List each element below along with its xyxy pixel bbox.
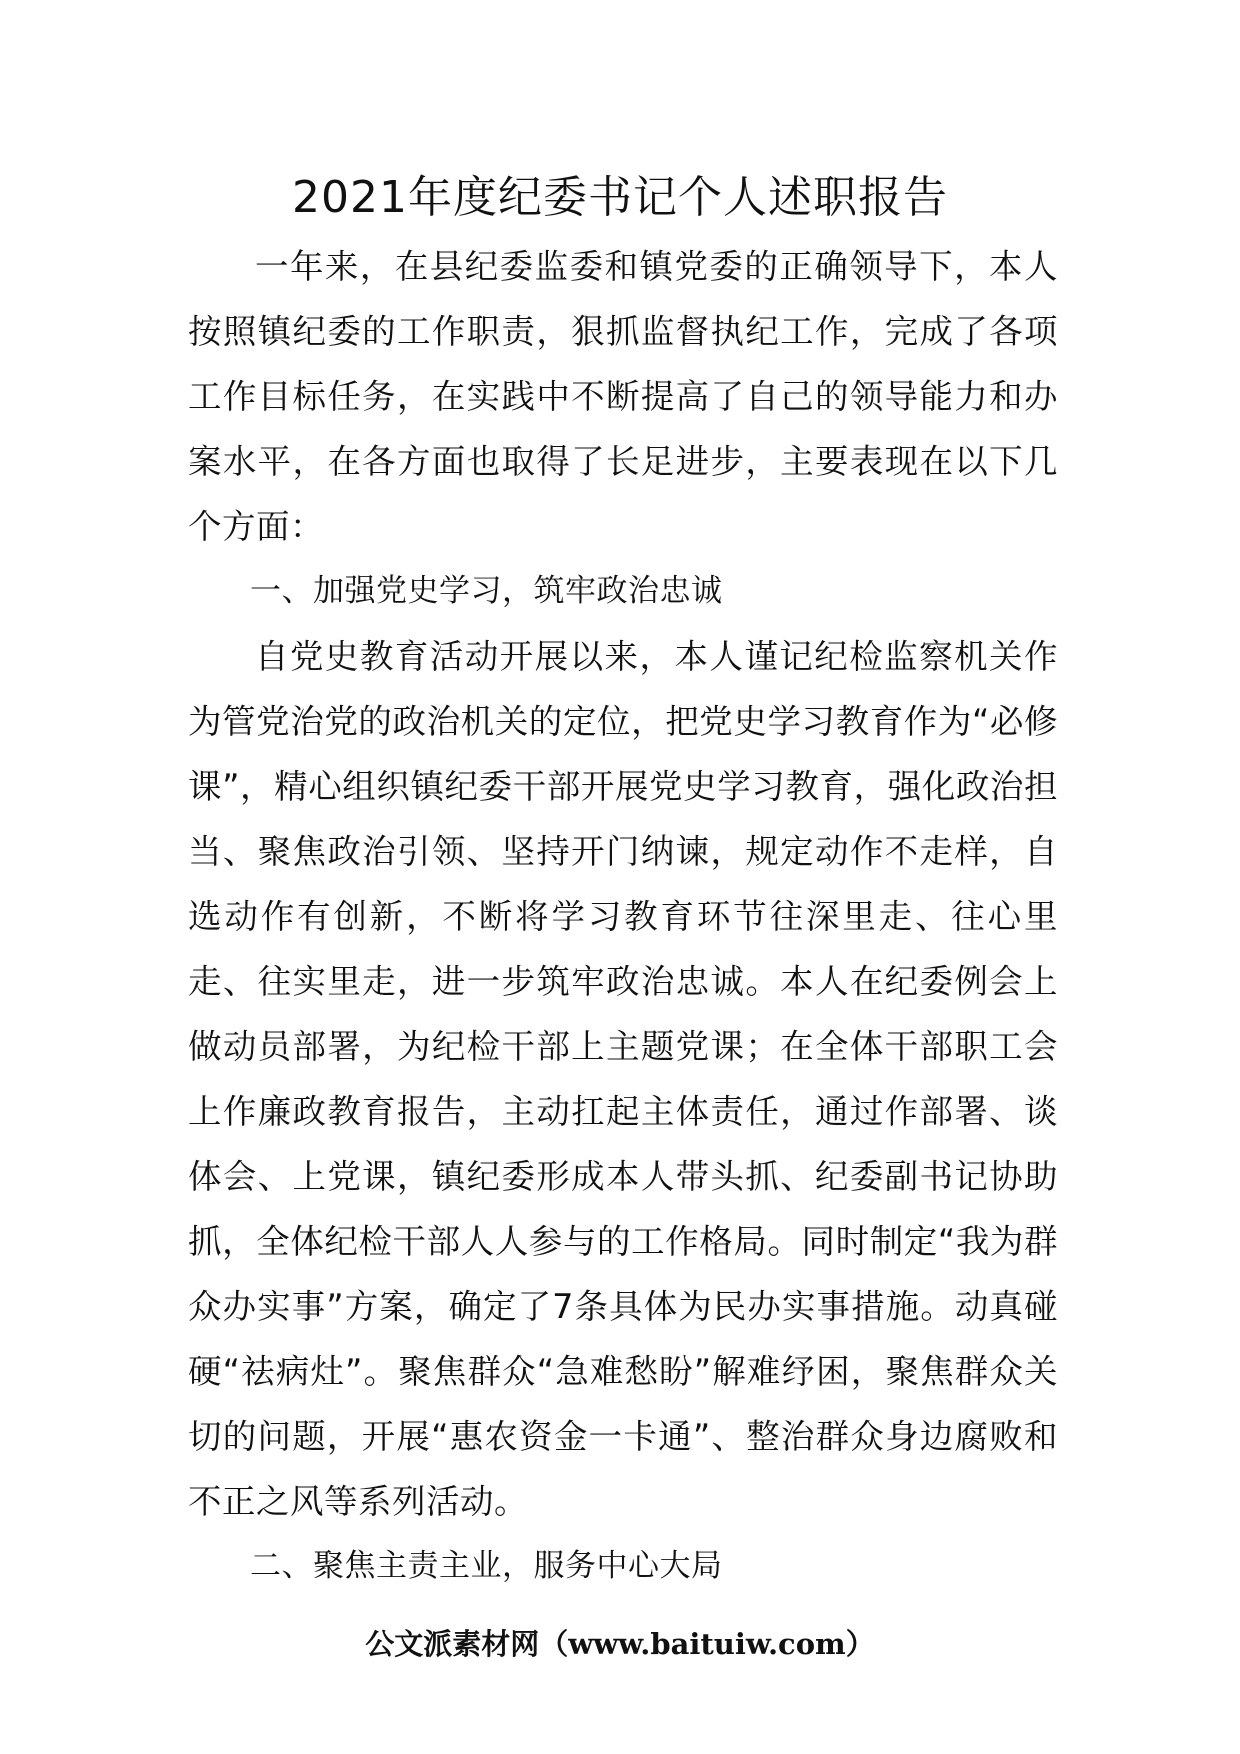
document-title: 2021年度纪委书记个人述职报告 — [292, 172, 948, 223]
section-2-heading: 二、聚焦主责主业，服务中心大局 — [250, 1548, 723, 1584]
document-body — [188, 234, 1058, 1599]
intro-paragraph: 一年来，在县纪委监委和镇党委的正确领导下，本人按照镇纪委的工作职责，狠抓监督执纪工作，完成了各项工作目标任务，在实践中不断提高了自己的领导能力和办案水平，在各方面也取得了长足进步，主要表现在以下几个方面： — [188, 247, 1058, 546]
section-1-paragraph: 自党史教育活动开展以来，本人谨记纪检监察机关作为管党治党的政治机关的定位，把党史学习教育作为“必修课”，精心组织镇纪委干部开展党史学习教育，强化政治担当、聚焦政治引领、坚持开门纳谏，规定动作不走样，自选动作有创新，不断将学习教育环节往深里走、往心里走、往实里走，进一步筑牢政治忠诚。本人在纪委例会上做动员部署，为纪检干部上主题党课；在全体干部职工会上作廉政教育报告，主动扛起主体责任，通过作部署、谈体会、上党课，镇纪委形成本人带头抓、纪委副书记协助抓，全体纪检干部人人参与的工作格局。同时制定“我为群众办实事”方案，确定了7条具体为民办实事措施。动真碰硬“祛病灶”。聚焦群众“急难愁盼”解难纾困，聚焦群众关切的问题，开展“惠农资金一卡通”、整治群众身边腐败和不正之风等系列活动。 — [188, 637, 1058, 1521]
section-1-heading: 一、加强党史学习，筑牢政治忠诚 — [250, 573, 723, 609]
source-footer: 公文派素材网（www.baituiw.com） — [365, 1627, 875, 1661]
